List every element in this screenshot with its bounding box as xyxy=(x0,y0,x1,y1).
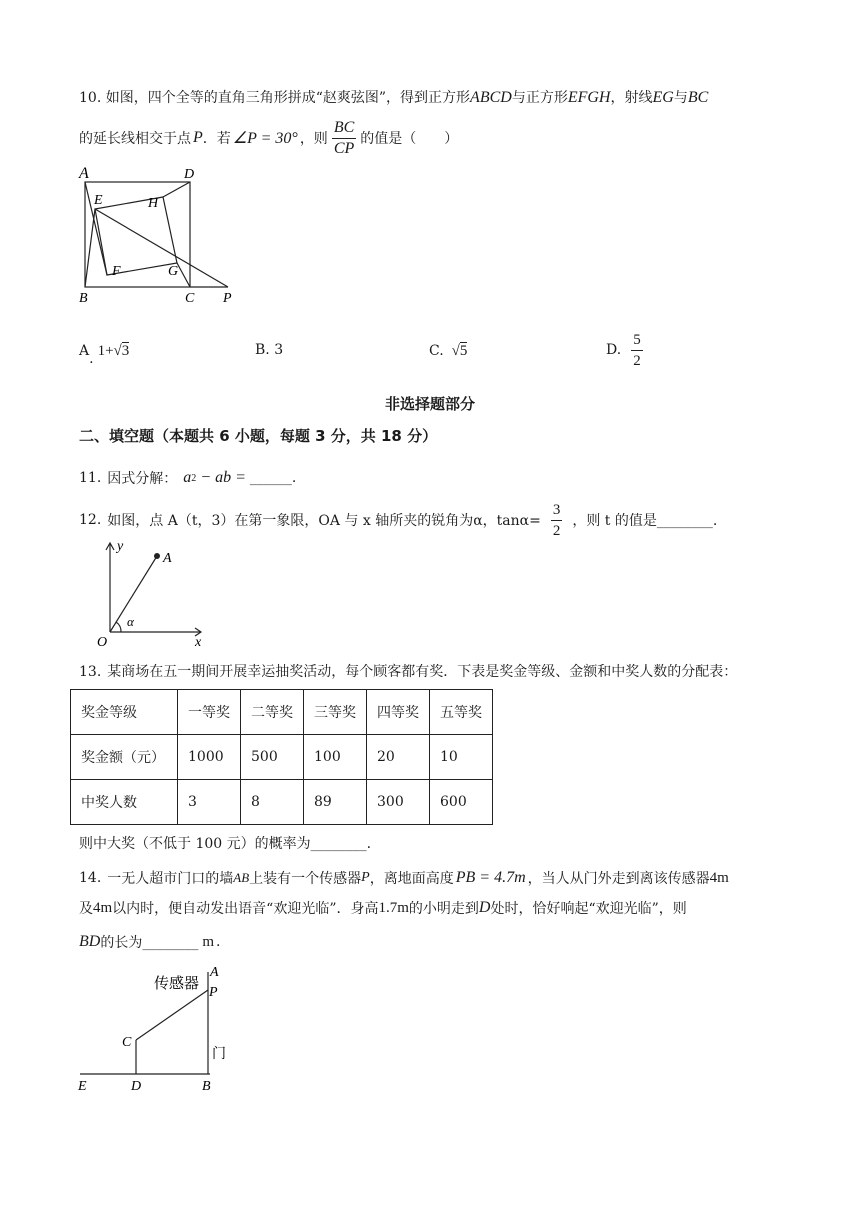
q14-4m-2: 4m xyxy=(93,899,113,916)
table-header-row xyxy=(71,690,493,735)
table-cell: 中奖人数 xyxy=(71,780,178,825)
table-cell: 89 xyxy=(304,780,367,825)
table-cell: 600 xyxy=(430,780,493,825)
table-cell: 奖金额（元） xyxy=(71,735,178,780)
q11-expr-sup: 2 xyxy=(191,472,197,484)
q11-line xyxy=(79,465,296,491)
q12-label-alpha: α xyxy=(127,614,134,629)
q10-option-d-label: D. xyxy=(606,342,622,358)
table-cell: 300 xyxy=(367,780,430,825)
q10-option-a-value: 1+ xyxy=(97,342,114,359)
q10-text-mid2: ，射线 xyxy=(610,90,653,106)
q10-abcd: ABCD xyxy=(470,89,512,106)
q10-text-line2a: 的延长线相交于点 xyxy=(79,131,191,147)
table-header-cell: 奖金等级 xyxy=(71,690,178,735)
q14-label-door: 门 xyxy=(212,1047,226,1062)
q11-expr-rest: − ab = xyxy=(200,469,246,486)
q10-label-e: E xyxy=(94,193,103,208)
q10-label-f: F xyxy=(112,264,121,279)
table-header-cell: 五等奖 xyxy=(430,690,493,735)
q10-frac-den: CP xyxy=(333,139,355,157)
q10-eg: EG xyxy=(652,89,674,106)
q10-option-c-label: C. xyxy=(429,343,444,359)
q10-option-a xyxy=(79,338,130,367)
q14-label-d: D xyxy=(131,1079,142,1094)
q10-option-c-radicand: 5 xyxy=(459,342,468,359)
q14-number: 14. xyxy=(79,870,102,886)
q10-label-b: B xyxy=(79,291,88,306)
q10-number: 10. xyxy=(79,90,102,106)
q12-label-o: O xyxy=(97,635,108,648)
q10-option-c xyxy=(429,338,467,364)
q10-bc: BC xyxy=(687,89,709,106)
q14-text1d: ，当人从门外走到离该传感器 xyxy=(527,871,710,887)
q10-option-d xyxy=(606,328,643,372)
q12-frac-den: 2 xyxy=(552,522,561,539)
q12-frac-num: 3 xyxy=(551,500,563,521)
q12-label-a: A xyxy=(163,551,172,566)
q11-expr-a: a xyxy=(183,469,192,486)
q14-text3: 的长为________ xyxy=(100,935,199,951)
q12-text1: 如图，点 A（t，3）在第一象限，OA 与 x 轴所夹的锐角为α，tanα= xyxy=(107,513,541,529)
table-cell: 1000 xyxy=(178,735,241,780)
q12-label-x: x xyxy=(195,635,202,648)
q10-text-line2b: ．若 xyxy=(202,131,231,147)
q10-label-d: D xyxy=(184,167,195,182)
q10-text: 如图，四个全等的直角三角形拼成“赵爽弦图”，得到正方形 xyxy=(105,90,471,106)
table-row xyxy=(71,780,493,825)
q10-option-d-den: 2 xyxy=(633,352,641,369)
q14-text1a: 一无人超市门口的墙 xyxy=(107,871,234,887)
table-cell: 8 xyxy=(241,780,304,825)
q14-line3 xyxy=(79,930,220,954)
table-cell: 100 xyxy=(304,735,367,780)
q10-option-d-num: 5 xyxy=(631,330,643,351)
table-cell: 20 xyxy=(367,735,430,780)
q14-bd: BD xyxy=(79,933,101,950)
q10-label-g: G xyxy=(168,264,179,279)
table-cell: 500 xyxy=(241,735,304,780)
q14-unit: m xyxy=(202,933,214,950)
q11-blank: ______ xyxy=(249,470,292,486)
table-row xyxy=(71,735,493,780)
q10-option-c-sqrt: √5 xyxy=(451,342,468,359)
q12-label-y: y xyxy=(117,539,124,554)
q10-text-mid1: 与正方形 xyxy=(511,90,568,106)
q14-p: P xyxy=(361,870,370,885)
q10-line1 xyxy=(79,88,708,108)
table-cell: 10 xyxy=(430,735,493,780)
q14-height: 1.7m xyxy=(378,899,409,916)
q13-tail: 则中大奖（不低于 100 元）的概率为________. xyxy=(79,836,372,852)
q10-angle: ∠P = 30° xyxy=(232,130,298,147)
q13-table xyxy=(70,689,493,825)
q10-label-h: H xyxy=(148,196,159,211)
q10-text-mid3: 与 xyxy=(673,90,688,106)
q14-end: . xyxy=(216,934,221,950)
q10-figure xyxy=(70,160,250,310)
table-header-cell: 二等奖 xyxy=(241,690,304,735)
q10-option-b xyxy=(255,342,283,358)
q14-text2d: 处时，恰好响起“欢迎光临”，则 xyxy=(490,901,687,917)
q10-fraction xyxy=(332,118,356,159)
q14-figure xyxy=(70,960,250,1095)
q13-text: 某商场在五一期间开展幸运抽奖活动，每个顾客都有奖．下表是奖金等级、金额和中奖人数的分配表： xyxy=(107,664,738,680)
q14-line2 xyxy=(79,896,687,920)
q14-text2b: 以内时，便自动发出语音“欢迎光临”．身高 xyxy=(112,901,379,917)
q12-fraction xyxy=(551,500,563,541)
q12-text2: ，则 t 的值是________. xyxy=(572,513,718,529)
q10-label-a: A xyxy=(79,165,89,182)
q14-text1c: ，离地面高度 xyxy=(369,871,454,887)
q14-label-c: C xyxy=(122,1035,132,1050)
q14-label-a: A xyxy=(210,965,219,980)
q10-option-a-dot: . xyxy=(89,351,94,367)
table-header-cell: 三等奖 xyxy=(304,690,367,735)
q10-line2 xyxy=(79,116,458,160)
table-header-cell: 一等奖 xyxy=(178,690,241,735)
q14-label-e: E xyxy=(78,1079,87,1094)
q12-point-a xyxy=(154,553,160,559)
q10-label-p: P xyxy=(223,291,232,306)
q10-p: P xyxy=(193,129,203,146)
q12-number: 12. xyxy=(79,512,102,528)
table-cell: 3 xyxy=(178,780,241,825)
q10-text-line2c: ，则 xyxy=(299,131,328,147)
q14-label-sensor: 传感器 xyxy=(154,976,200,992)
q14-d: D xyxy=(478,899,491,916)
q14-label-b: B xyxy=(202,1079,211,1094)
q12-line xyxy=(79,498,717,542)
table-header-cell: 四等奖 xyxy=(367,690,430,735)
q10-label-c: C xyxy=(185,291,195,306)
q10-text-line2d: 的值是（ ） xyxy=(360,131,459,147)
q14-pb: PB = 4.7m xyxy=(455,869,526,886)
q10-option-a-radicand: 3 xyxy=(121,342,130,359)
q11-end: . xyxy=(291,470,297,486)
q12-figure xyxy=(95,538,215,648)
q11-number: 11. xyxy=(79,470,102,486)
q14-text2c: 的小明走到 xyxy=(408,901,479,917)
q10-frac-num: BC xyxy=(332,118,356,139)
q14-4m: 4m xyxy=(709,869,729,886)
q14-label-p: P xyxy=(209,985,218,1000)
part-title: 非选择题部分 xyxy=(384,395,475,413)
q14-text1b: 上装有一个传感器 xyxy=(249,871,362,887)
section-heading: 二、填空题（本题共 6 小题，每题 3 分，共 18 分） xyxy=(79,427,438,445)
q14-ab: AB xyxy=(233,870,250,885)
q10-option-a-sqrt: √3 xyxy=(113,342,130,359)
q10-option-a-label: A xyxy=(79,343,90,359)
q13-line xyxy=(79,661,737,681)
q10-option-b-label: B. 3 xyxy=(255,342,284,358)
q14-line1 xyxy=(79,866,729,890)
q14-text2a: 及 xyxy=(79,901,93,917)
q13-number: 13. xyxy=(79,664,102,680)
q10-efgh: EFGH xyxy=(567,89,611,106)
q10-option-d-fraction xyxy=(631,330,643,371)
q11-text: 因式分解： xyxy=(107,471,178,487)
